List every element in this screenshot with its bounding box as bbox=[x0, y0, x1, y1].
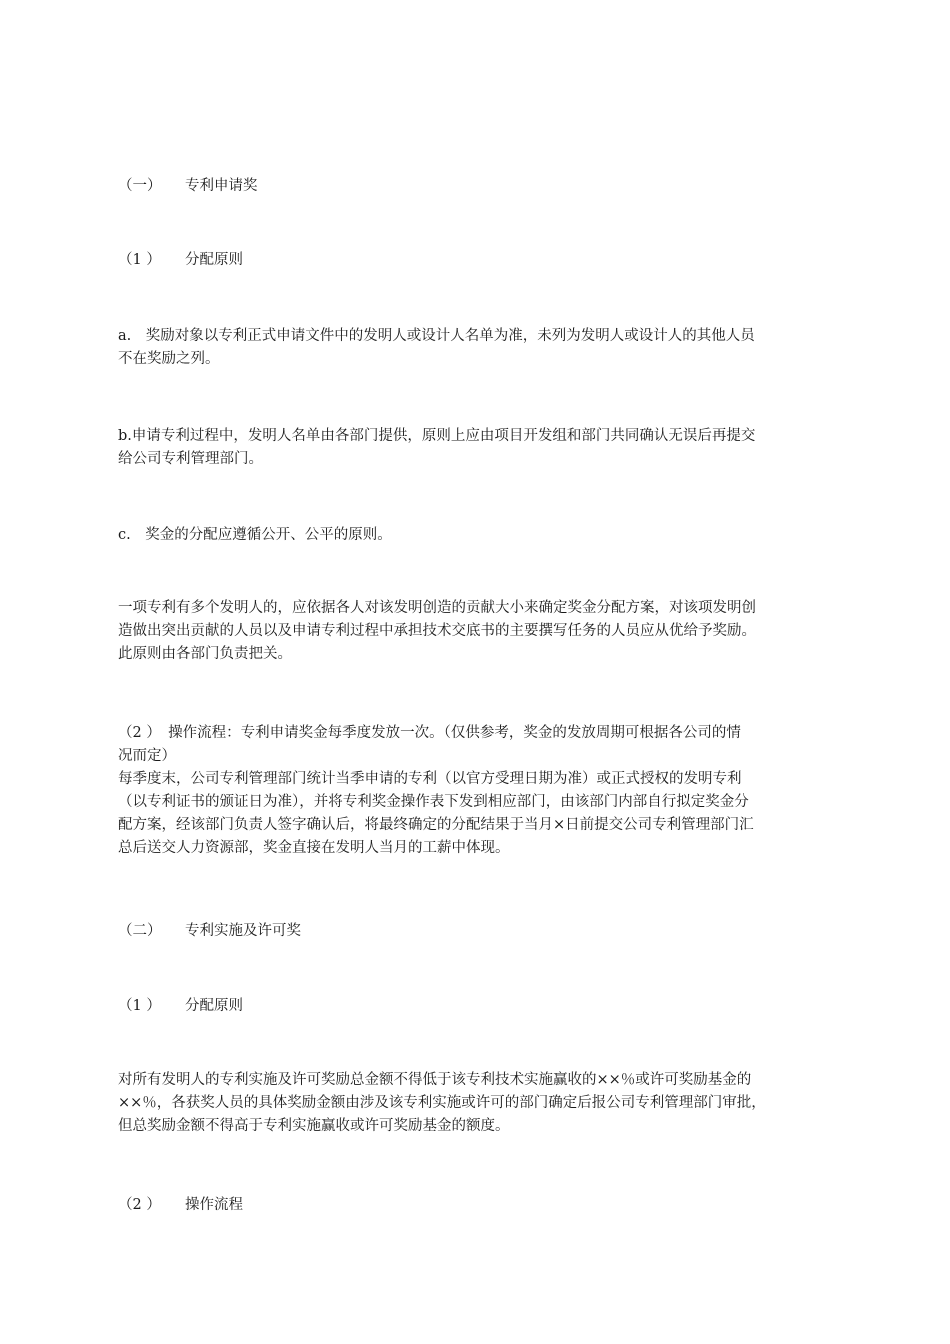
subsection-title: 分配原则 bbox=[185, 998, 243, 1014]
section-number: （一） bbox=[118, 178, 162, 194]
paragraph-line: 造做出突出贡献的人员以及申请专利过程中承担技术交底书的主要撰写任务的人员应从优给予奖励。 bbox=[118, 623, 756, 639]
paragraph-line: 对所有发明人的专利实施及许可奖励总金额不得低于该专利技术实施赢收的××％或许可奖励基金的 bbox=[118, 1072, 752, 1088]
paragraph-line: 总后送交人力资源部，奖金直接在发明人当月的工薪中体现。 bbox=[118, 840, 510, 856]
subsection-number: （1 ） bbox=[118, 998, 161, 1014]
paragraph-line: 况而定） bbox=[118, 748, 176, 764]
paragraph-line: 此原则由各部门负责把关。 bbox=[118, 646, 292, 662]
paragraph-line: （以专利证书的颁证日为准），并将专利奖金操作表下发到相应部门，由该部门内部自行拟定奖金分 bbox=[118, 794, 749, 810]
section-heading-patent-implementation-award bbox=[118, 920, 838, 943]
subsection-number: （1 ） bbox=[118, 252, 161, 268]
section-number: （二） bbox=[118, 923, 162, 939]
paragraph-multiple-inventors bbox=[118, 597, 858, 666]
paragraph-line: 但总奖励金额不得高于专利实施赢收或许可奖励基金的额度。 bbox=[118, 1118, 510, 1134]
subsection-heading-operation-process-2 bbox=[118, 1194, 838, 1217]
paragraph-item-b bbox=[118, 425, 858, 471]
paragraph-line: a. 奖励对象以专利正式申请文件中的发明人或设计人名单为准，未列为发明人或设计人的其他人员 bbox=[118, 328, 755, 344]
paragraph-line: 给公司专利管理部门。 bbox=[118, 451, 263, 467]
paragraph-line: ××％，各获奖人员的具体奖励金额由涉及该专利实施或许可的部门确定后报公司专利管理部门审批， bbox=[118, 1095, 766, 1111]
subsection-heading-distribution-principle bbox=[118, 249, 838, 272]
subsection-title: 操作流程 bbox=[185, 1197, 243, 1213]
section-title: 专利申请奖 bbox=[185, 178, 258, 194]
section-title: 专利实施及许可奖 bbox=[185, 923, 301, 939]
section-heading-patent-application-award bbox=[118, 175, 838, 198]
paragraph-line: （2 ） 操作流程：专利申请奖金每季度发放一次。（仅供参考，奖金的发放周期可根据各公司的情 bbox=[118, 725, 741, 741]
paragraph-line: 每季度末，公司专利管理部门统计当季申请的专利（以官方受理日期为准）或正式授权的发明专利 bbox=[118, 771, 742, 787]
paragraph-line: 配方案，经该部门负责人签字确认后，将最终确定的分配结果于当月×日前提交公司专利管理部门汇 bbox=[118, 817, 754, 833]
paragraph-implementation-principle bbox=[118, 1069, 858, 1138]
subsection-heading-distribution-principle-2 bbox=[118, 995, 838, 1018]
paragraph-item-c: c. 奖金的分配应遵循公开、公平的原则。 bbox=[118, 527, 392, 543]
paragraph-operation-process bbox=[118, 722, 858, 860]
paragraph-line: b.申请专利过程中，发明人名单由各部门提供，原则上应由项目开发组和部门共同确认无误后再提交 bbox=[118, 428, 756, 444]
paragraph-line: 不在奖励之列。 bbox=[118, 351, 220, 367]
subsection-title: 分配原则 bbox=[185, 252, 243, 268]
paragraph-line: 一项专利有多个发明人的，应依据各人对该发明创造的贡献大小来确定奖金分配方案，对该项发明创 bbox=[118, 600, 756, 616]
paragraph-item-a bbox=[118, 325, 858, 371]
subsection-number: （2 ） bbox=[118, 1197, 161, 1213]
